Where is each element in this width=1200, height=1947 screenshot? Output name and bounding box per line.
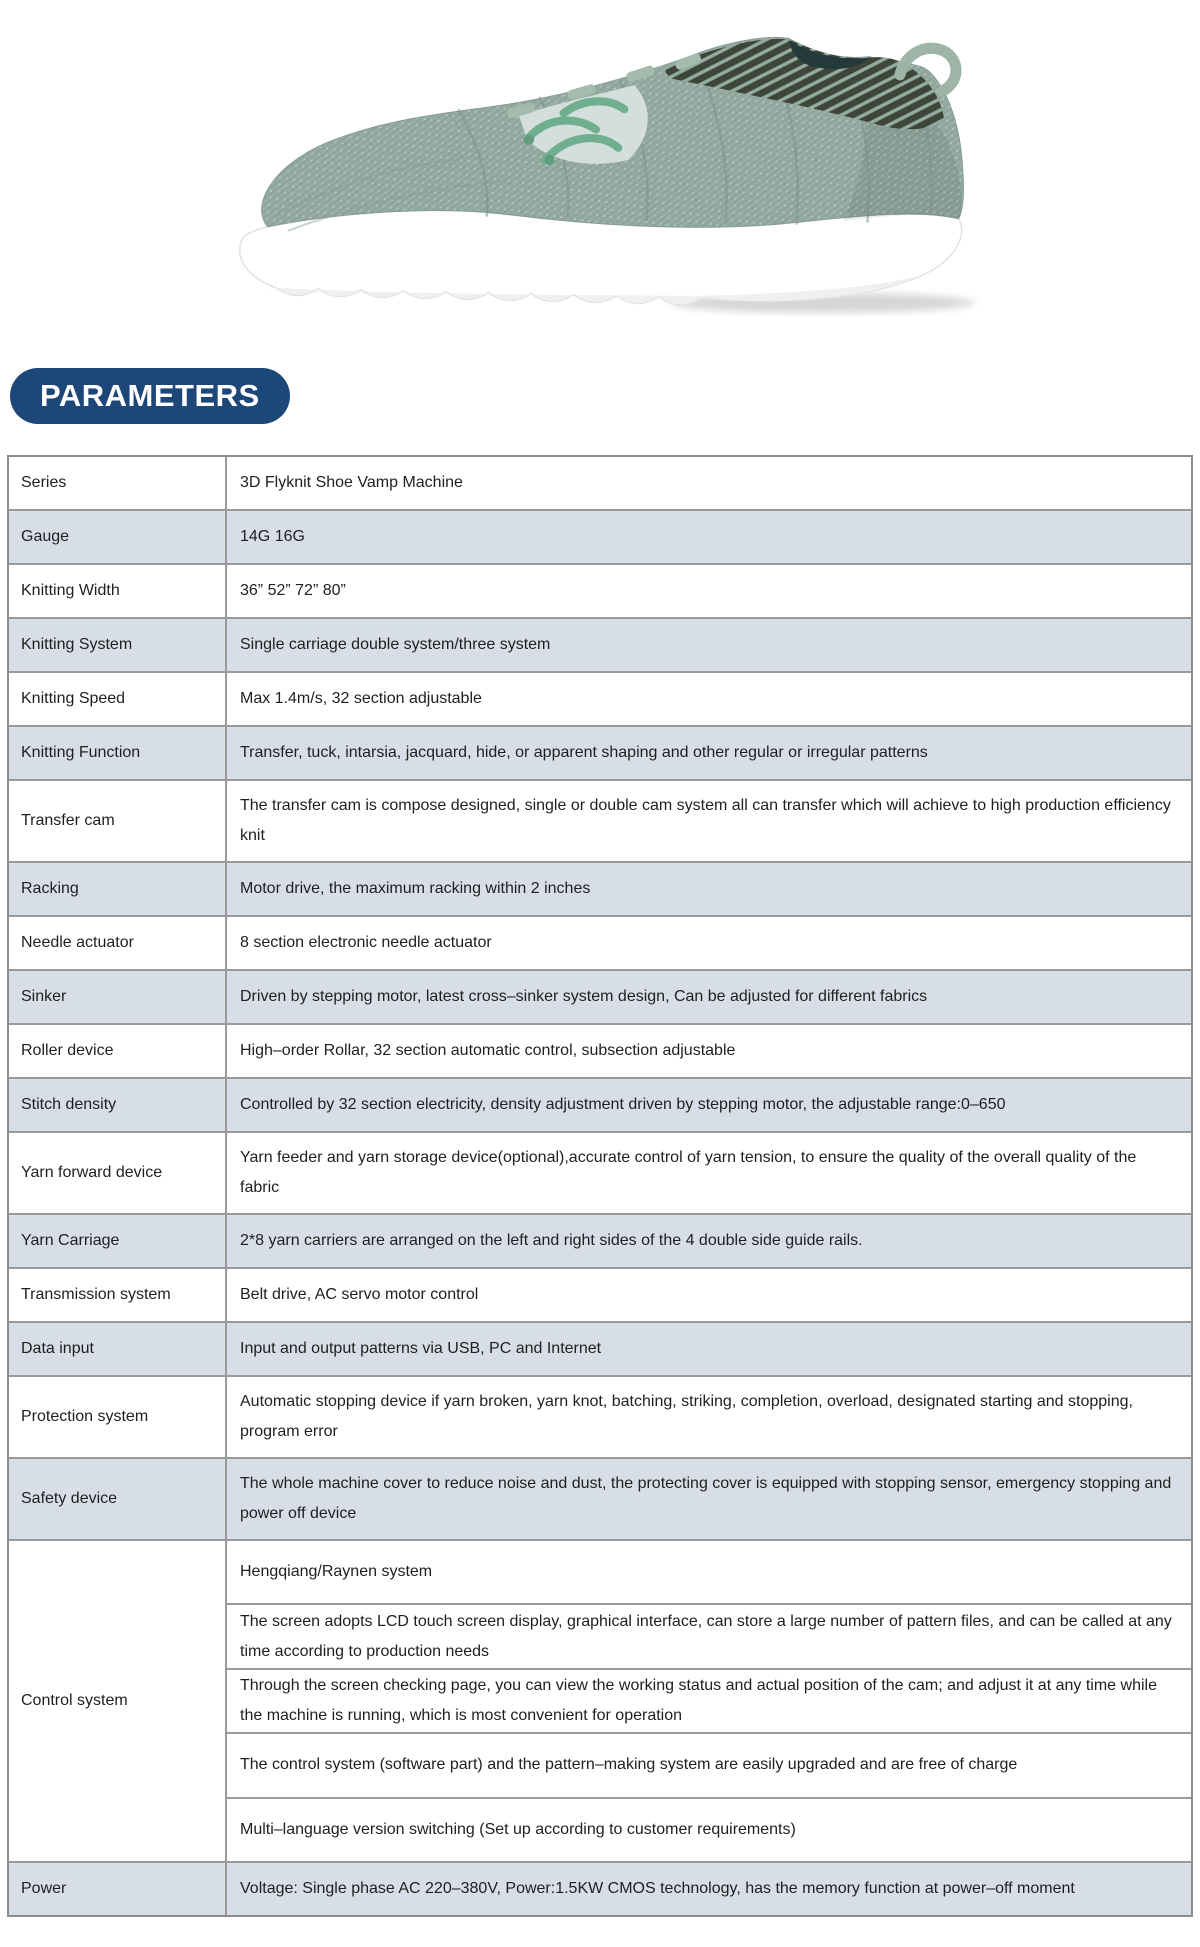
table-row [9, 457, 1191, 509]
param-value: Multi–language version switching (Set up according to customer requirements) [227, 1797, 1191, 1861]
parameters-badge [10, 368, 290, 424]
param-value: Hengqiang/Raynen system [240, 1563, 433, 1581]
param-label: Sinker [9, 971, 227, 1023]
param-label: Knitting Speed [9, 673, 227, 725]
table-row [9, 1023, 1191, 1077]
parameters-badge-label: PARAMETERS [40, 378, 260, 413]
table-row [9, 1213, 1191, 1267]
table-row [9, 617, 1191, 671]
param-value: Yarn feeder and yarn storage device(optional),accurate control of yarn tension, to ensure the quality of the overall quality of the fabric [240, 1149, 1137, 1196]
param-label: Yarn forward device [9, 1133, 227, 1213]
param-label: Gauge [9, 511, 227, 563]
param-value: Motor drive, the maximum racking within 2 inches [240, 880, 591, 897]
param-value: Input and output patterns via USB, PC and Internet [240, 1340, 602, 1357]
shoe-image [215, 16, 985, 316]
param-label: Knitting System [9, 619, 227, 671]
table-row [9, 509, 1191, 563]
param-value: Belt drive, AC servo motor control [240, 1286, 479, 1303]
param-value: The transfer cam is compose designed, single or double cam system all can transfer which will achieve to high production efficiency knit [240, 797, 1171, 844]
param-label: Safety device [9, 1459, 227, 1539]
param-value: The control system (software part) and the pattern–making system are easily upgraded and are free of charge [227, 1732, 1191, 1796]
param-value-group [227, 1541, 1191, 1861]
table-row [9, 1321, 1191, 1375]
param-value: Max 1.4m/s, 32 section adjustable [240, 690, 482, 707]
param-label: Roller device [9, 1025, 227, 1077]
table-row [9, 861, 1191, 915]
table-row [9, 563, 1191, 617]
param-value: 2*8 yarn carriers are arranged on the left and right sides of the 4 double side guide rails. [240, 1232, 863, 1249]
table-row [9, 1077, 1191, 1131]
param-label: Data input [9, 1323, 227, 1375]
param-label: Needle actuator [9, 917, 227, 969]
param-label: Stitch density [9, 1079, 227, 1131]
table-row [9, 1131, 1191, 1213]
param-label: Transmission system [9, 1269, 227, 1321]
param-value: 8 section electronic needle actuator [240, 934, 492, 951]
param-value: Automatic stopping device if yarn broken, yarn knot, batching, striking, completion, overload, designated starting and stopping, program error [240, 1393, 1133, 1440]
param-label: Yarn Carriage [9, 1215, 227, 1267]
table-row [9, 1375, 1191, 1457]
table-row [9, 1861, 1191, 1915]
param-label: Series [9, 457, 227, 509]
parameters-table [7, 455, 1193, 1917]
param-value: Single carriage double system/three system [240, 636, 551, 653]
param-label: Power [9, 1863, 227, 1915]
table-row [9, 779, 1191, 861]
table-row [9, 1539, 1191, 1861]
param-value: Driven by stepping motor, latest cross–sinker system design, Can be adjusted for different fabrics [240, 988, 928, 1005]
param-value: Through the screen checking page, you can view the working status and actual position of the cam; and adjust it at any time while the machine is running, which is most convenient for operation [227, 1668, 1191, 1732]
param-label: Control system [9, 1541, 227, 1861]
table-row [9, 915, 1191, 969]
table-row [9, 725, 1191, 779]
param-value: 3D Flyknit Shoe Vamp Machine [240, 474, 463, 491]
shoe-sole [240, 210, 962, 304]
param-value: Controlled by 32 section electricity, density adjustment driven by stepping motor, the adjustable range:0–650 [240, 1096, 1006, 1113]
param-value: The whole machine cover to reduce noise and dust, the protecting cover is equipped with stopping sensor, emergency stopping and power off device [240, 1475, 1172, 1522]
table-row [9, 1457, 1191, 1539]
param-label: Transfer cam [9, 781, 227, 861]
param-value: Voltage: Single phase AC 220–380V, Power:1.5KW CMOS technology, has the memory function at power–off moment [240, 1880, 1075, 1897]
param-label: Knitting Function [9, 727, 227, 779]
param-label: Racking [9, 863, 227, 915]
table-row [9, 671, 1191, 725]
param-value: 14G 16G [240, 528, 305, 545]
param-value: The screen adopts LCD touch screen display, graphical interface, can store a large number of pattern files, and can be called at any time according to production needs [227, 1603, 1191, 1667]
product-photo [0, 0, 1200, 340]
param-label: Protection system [9, 1377, 227, 1457]
param-value: Transfer, tuck, intarsia, jacquard, hide, or apparent shaping and other regular or irregular patterns [240, 744, 928, 761]
table-row [9, 969, 1191, 1023]
param-value: 36” 52” 72” 80” [240, 582, 346, 599]
param-value: High–order Rollar, 32 section automatic control, subsection adjustable [240, 1042, 736, 1059]
param-label: Knitting Width [9, 565, 227, 617]
table-row [9, 1267, 1191, 1321]
